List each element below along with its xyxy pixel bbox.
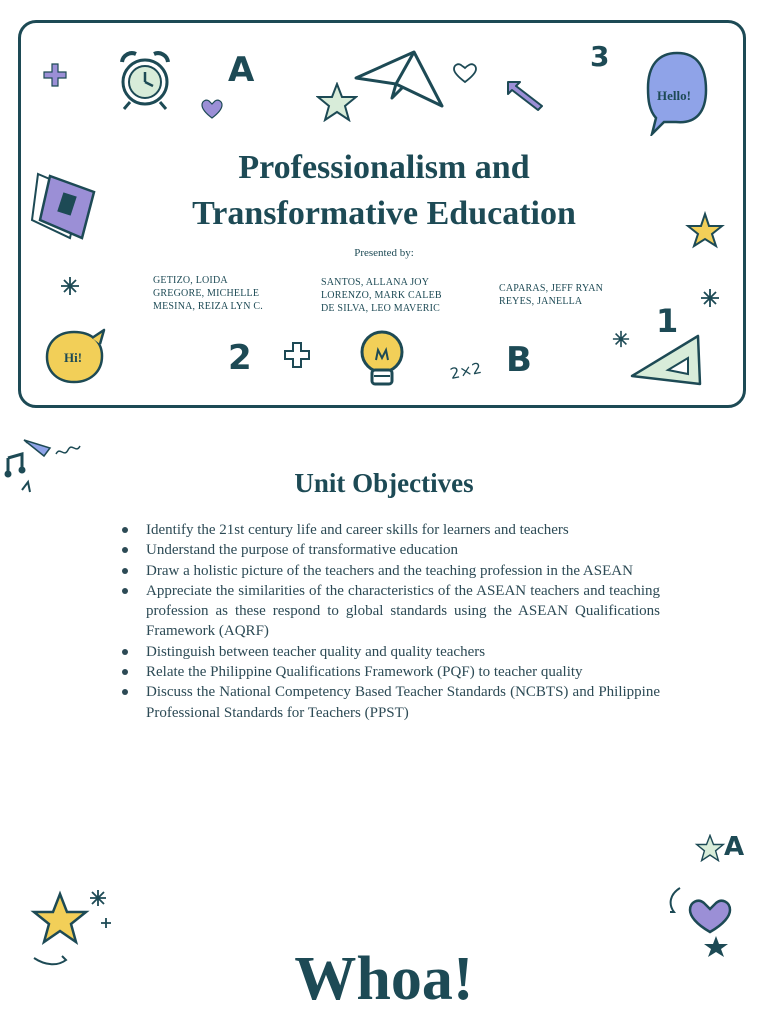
list-item: Understand the purpose of transformative education bbox=[120, 540, 660, 560]
list-item: Identify the 21st century life and career skills for learners and teachers bbox=[120, 520, 660, 540]
list-item: Distinguish between teacher quality and quality teachers bbox=[120, 642, 660, 662]
arrow-icon bbox=[500, 76, 546, 112]
number-1-doodle: 1 bbox=[656, 302, 679, 340]
objectives-list bbox=[120, 520, 660, 723]
presenters-group-1 bbox=[153, 274, 263, 313]
list-item: Appreciate the similarities of the characteristics of the ASEAN teachers and teaching profession as these respond to global standards using the ASEAN Qualifications Framework (AQRF) bbox=[120, 581, 660, 642]
triangle-ruler-icon bbox=[628, 330, 706, 386]
heart-icon bbox=[200, 98, 224, 120]
sparkle-icon bbox=[700, 288, 720, 308]
heart-icon bbox=[452, 62, 478, 84]
presenter-name: SANTOS, ALLANA JOY bbox=[321, 277, 430, 288]
whoa-heading: Whoa! bbox=[294, 945, 474, 1013]
presenters-group-3 bbox=[499, 282, 603, 308]
presenter-name: MESINA, REIZA LYN C. bbox=[153, 301, 263, 312]
hi-bubble-text: Hi! bbox=[64, 350, 83, 365]
presenters-group-2 bbox=[321, 276, 442, 315]
list-item: Relate the Philippine Qualifications Framework (PQF) to teacher quality bbox=[120, 662, 660, 682]
letter-a-doodle: A bbox=[724, 832, 745, 862]
sparkle-icon bbox=[612, 330, 630, 348]
number-2-doodle: 2 bbox=[228, 338, 252, 378]
book-icon bbox=[28, 164, 104, 244]
plus-icon bbox=[282, 340, 312, 370]
plus-icon bbox=[40, 60, 70, 90]
star-icon bbox=[682, 208, 728, 254]
presenter-name: DE SILVA, LEO MAVERIC bbox=[321, 303, 441, 314]
presenter-name: LORENZO, MARK CALEB bbox=[321, 290, 442, 301]
presenter-name: CAPARAS, JEFF RYAN bbox=[499, 283, 604, 294]
lightbulb-icon bbox=[352, 320, 412, 396]
presentation-title-line1: Professionalism and bbox=[238, 149, 530, 186]
presenter-name: GETIZO, LOIDA bbox=[153, 275, 228, 286]
list-item: Draw a holistic picture of the teachers and the teaching profession in the ASEAN bbox=[120, 561, 660, 581]
paper-plane-icon bbox=[352, 48, 446, 110]
letter-a-doodle: A bbox=[228, 50, 255, 90]
presented-by-label: Presented by: bbox=[354, 247, 414, 259]
presenter-name: REYES, JANELLA bbox=[499, 296, 583, 307]
sparkle-icon bbox=[60, 276, 80, 296]
presentation-title-line2: Transformative Education bbox=[192, 195, 576, 232]
math-doodle: 2×2 bbox=[448, 358, 484, 384]
number-3-doodle: 3 bbox=[590, 40, 610, 73]
hello-bubble-text: Hello! bbox=[657, 88, 691, 103]
alarm-clock-icon bbox=[110, 46, 180, 112]
list-item: Discuss the National Competency Based Teacher Standards (NCBTS) and Philippine Professional Standards for Teachers (PPST) bbox=[120, 682, 660, 723]
letter-b-doodle: B bbox=[506, 340, 532, 380]
unit-objectives-heading: Unit Objectives bbox=[294, 468, 474, 498]
presenter-name: GREGORE, MICHELLE bbox=[153, 288, 260, 299]
